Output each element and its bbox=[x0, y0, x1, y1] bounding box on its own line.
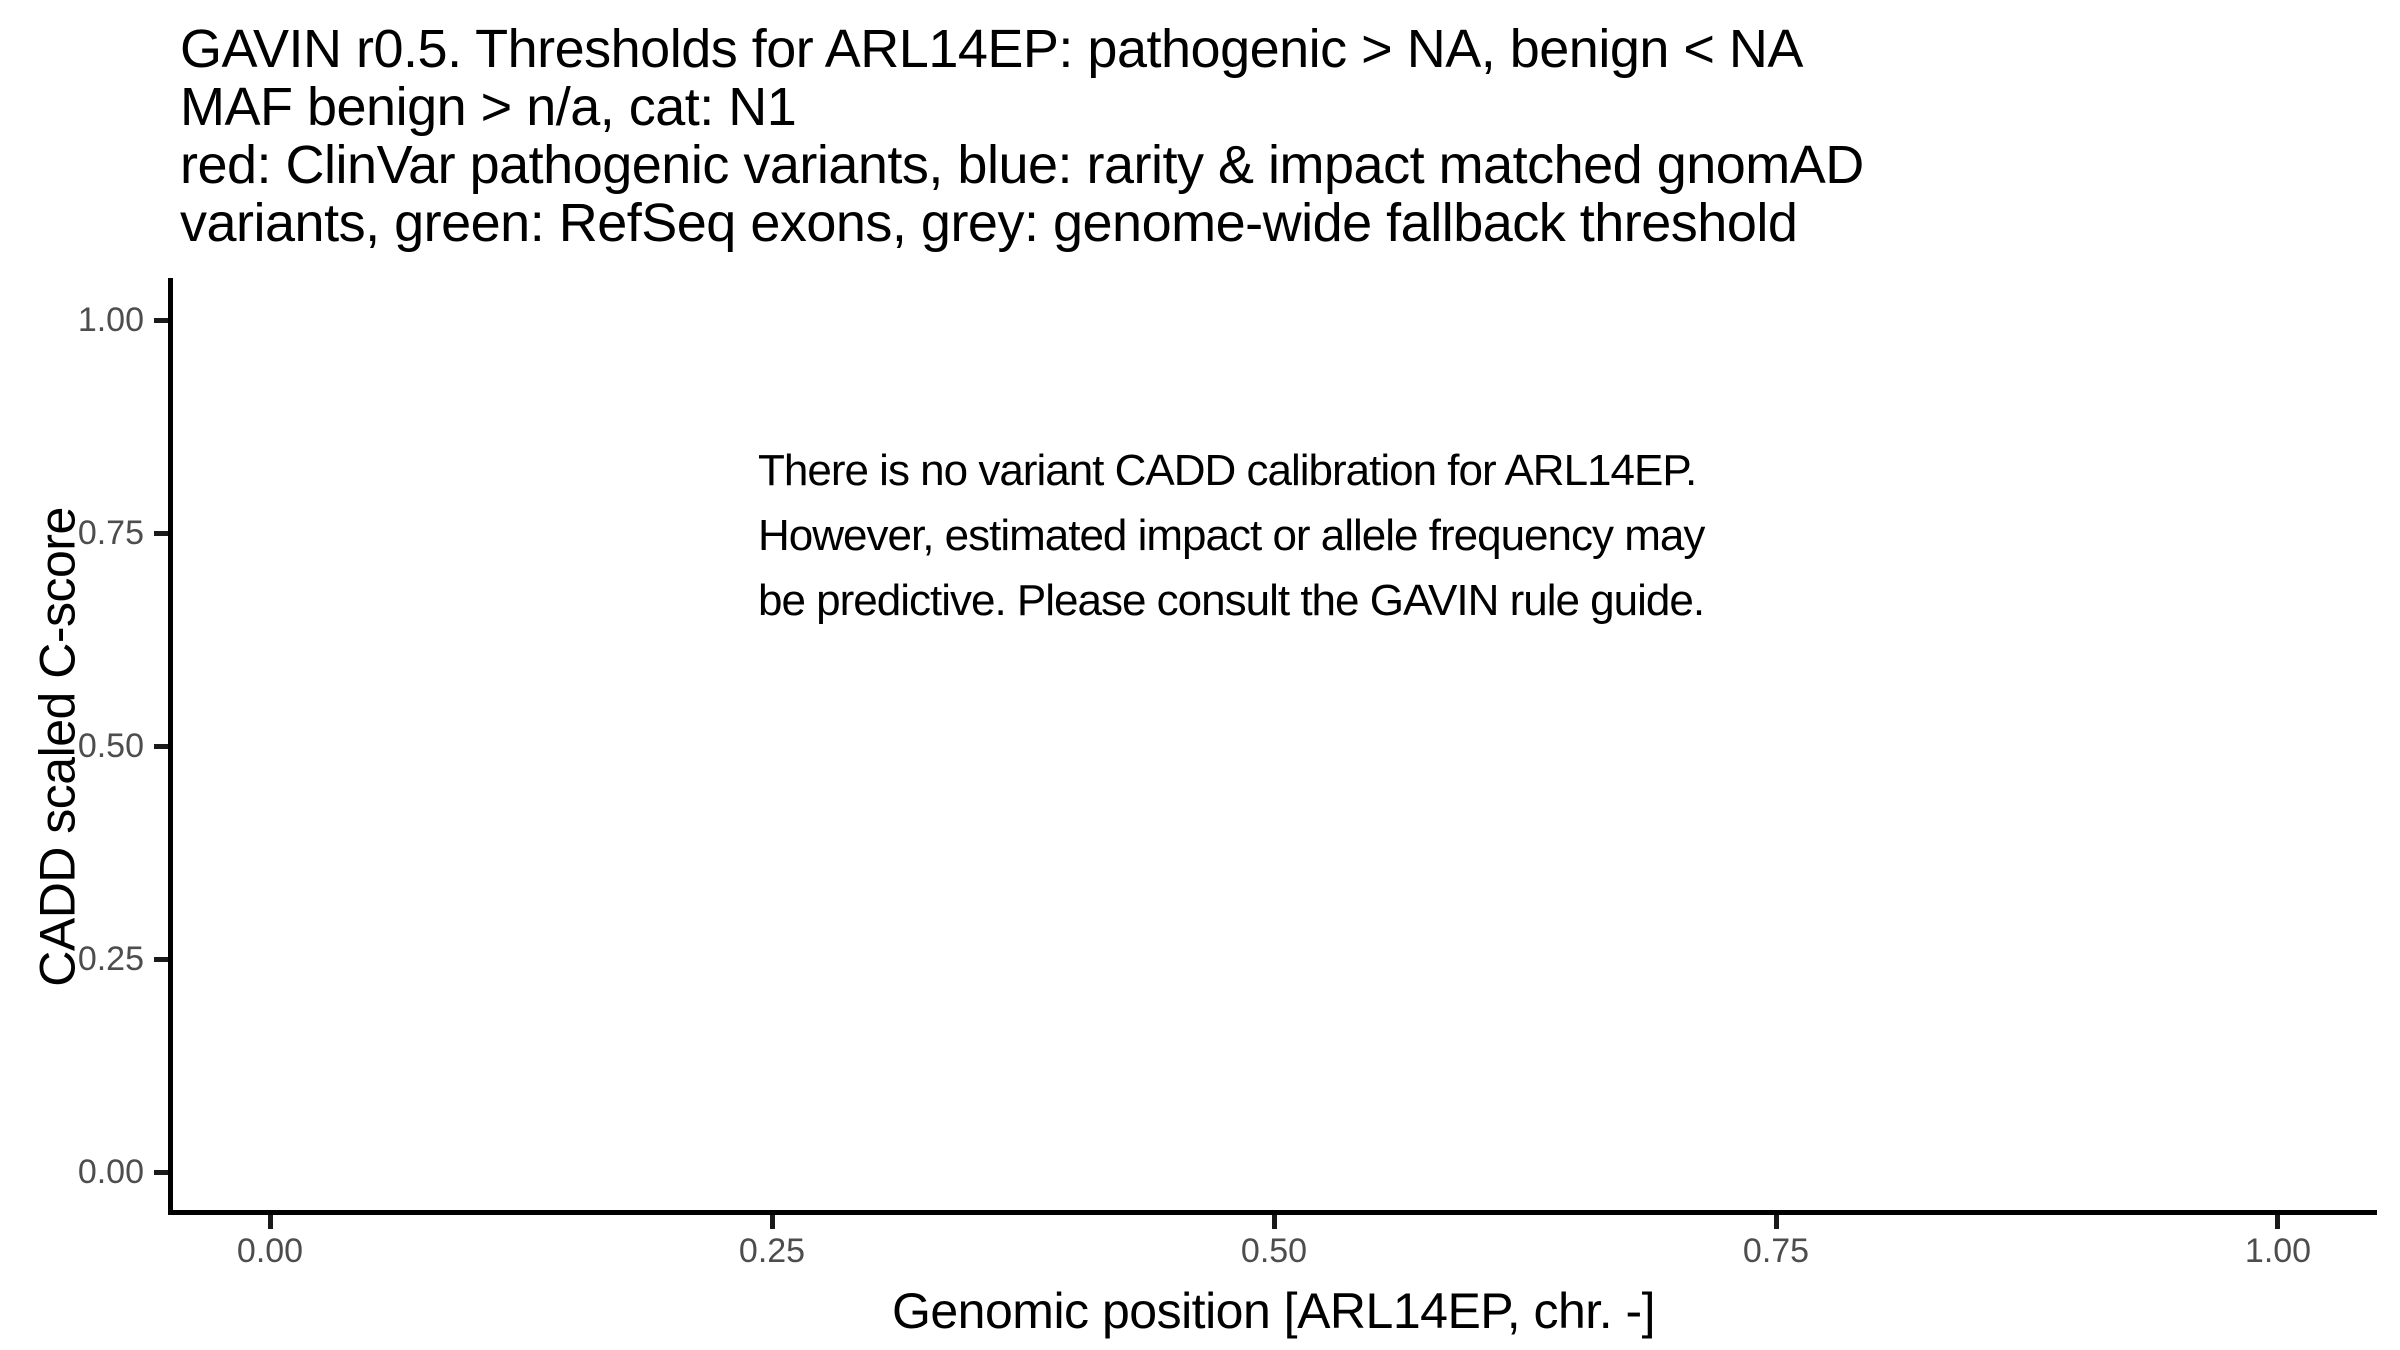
chart-title-line-4: variants, green: RefSeq exons, grey: genome-wide fallback threshold bbox=[180, 193, 1798, 253]
y-tick-label: 1.00 bbox=[77, 301, 144, 339]
x-tick-mark-0.75 bbox=[1774, 1215, 1779, 1229]
x-tick-mark-1.00 bbox=[2275, 1215, 2280, 1229]
x-tick-mark-0.50 bbox=[1272, 1215, 1277, 1229]
annotation-line-3: be predictive. Please consult the GAVIN rule guide. bbox=[758, 576, 1705, 625]
y-tick-mark-0.00 bbox=[154, 1170, 168, 1175]
y-tick-label: 0.00 bbox=[77, 1153, 144, 1191]
y-tick-label: 0.75 bbox=[77, 514, 144, 552]
x-tick-label: 0.75 bbox=[1742, 1232, 1810, 1270]
y-tick-mark-1.00 bbox=[154, 318, 168, 323]
x-tick-label: 0.25 bbox=[738, 1232, 806, 1270]
chart-title bbox=[180, 20, 1864, 252]
annotation-line-2: However, estimated impact or allele frequency may bbox=[758, 511, 1705, 560]
y-axis-title: CADD scaled C-score bbox=[29, 507, 86, 987]
x-tick-mark-0.00 bbox=[268, 1215, 273, 1229]
y-tick-mark-0.75 bbox=[154, 531, 168, 536]
x-tick-label: 0.50 bbox=[1240, 1232, 1308, 1270]
chart-title-line-2: MAF benign > n/a, cat: N1 bbox=[180, 77, 797, 137]
x-tick-label: 0.00 bbox=[236, 1232, 304, 1270]
x-tick-label: 1.00 bbox=[2244, 1232, 2312, 1270]
chart-title-line-3: red: ClinVar pathogenic variants, blue: rarity & impact matched gnomAD bbox=[180, 135, 1864, 195]
annotation-line-1: There is no variant CADD calibration for ARL14EP. bbox=[758, 446, 1697, 495]
y-tick-mark-0.50 bbox=[154, 744, 168, 749]
x-tick-mark-0.25 bbox=[770, 1215, 775, 1229]
plot-panel bbox=[168, 278, 2377, 1215]
no-calibration-annotation bbox=[758, 438, 1704, 633]
x-axis-title: Genomic position [ARL14EP, chr. -] bbox=[891, 1283, 1656, 1339]
chart-title-line-1: GAVIN r0.5. Thresholds for ARL14EP: pathogenic > NA, benign < NA bbox=[180, 19, 1803, 79]
y-tick-label: 0.50 bbox=[77, 727, 144, 765]
y-tick-mark-0.25 bbox=[154, 957, 168, 962]
y-tick-label: 0.25 bbox=[77, 940, 144, 978]
